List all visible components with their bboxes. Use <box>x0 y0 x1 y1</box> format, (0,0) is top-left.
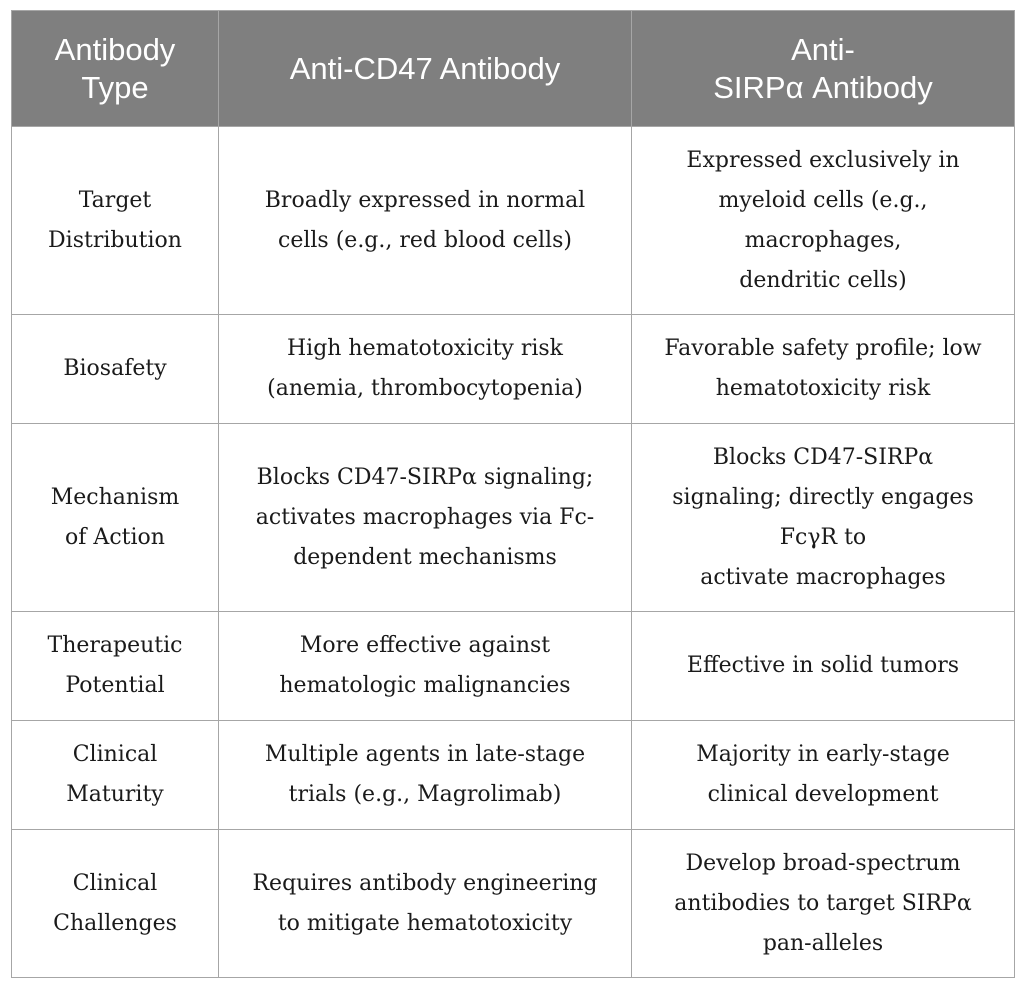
cd47-cell: More effective against hematologic malignancies <box>219 612 632 721</box>
row-label: Clinical Challenges <box>12 830 219 978</box>
row-label: Target Distribution <box>12 127 219 315</box>
cd47-cell: Broadly expressed in normal cells (e.g., red blood cells) <box>219 127 632 315</box>
sirpa-cell: Majority in early-stage clinical development <box>632 721 1015 830</box>
sirpa-cell: Develop broad-spectrum antibodies to target SIRPα pan-alleles <box>632 830 1015 978</box>
cd47-cell: Requires antibody engineering to mitigate hematotoxicity <box>219 830 632 978</box>
row-label: Clinical Maturity <box>12 721 219 830</box>
cd47-cell: High hematotoxicity risk (anemia, thrombocytopenia) <box>219 315 632 424</box>
table-row <box>12 315 1015 424</box>
row-label: Mechanism of Action <box>12 424 219 612</box>
row-label: Biosafety <box>12 315 219 424</box>
header-antibody-type: Antibody Type <box>12 11 219 127</box>
cd47-cell: Multiple agents in late-stage trials (e.g., Magrolimab) <box>219 721 632 830</box>
table-row <box>12 721 1015 830</box>
sirpa-cell: Blocks CD47-SIRPα signaling; directly engages FcγR to activate macrophages <box>632 424 1015 612</box>
row-label: Therapeutic Potential <box>12 612 219 721</box>
table-row <box>12 424 1015 612</box>
sirpa-cell: Expressed exclusively in myeloid cells (e.g., macrophages, dendritic cells) <box>632 127 1015 315</box>
header-anti-cd47: Anti-CD47 Antibody <box>219 11 632 127</box>
cd47-cell: Blocks CD47-SIRPα signaling; activates macrophages via Fc- dependent mechanisms <box>219 424 632 612</box>
table-row <box>12 830 1015 978</box>
sirpa-cell: Effective in solid tumors <box>632 612 1015 721</box>
header-anti-sirpa: Anti- SIRPα Antibody <box>632 11 1015 127</box>
sirpa-cell: Favorable safety profile; low hematotoxicity risk <box>632 315 1015 424</box>
table-row <box>12 612 1015 721</box>
header-row <box>12 11 1015 127</box>
comparison-table <box>11 10 1015 978</box>
table-row <box>12 127 1015 315</box>
